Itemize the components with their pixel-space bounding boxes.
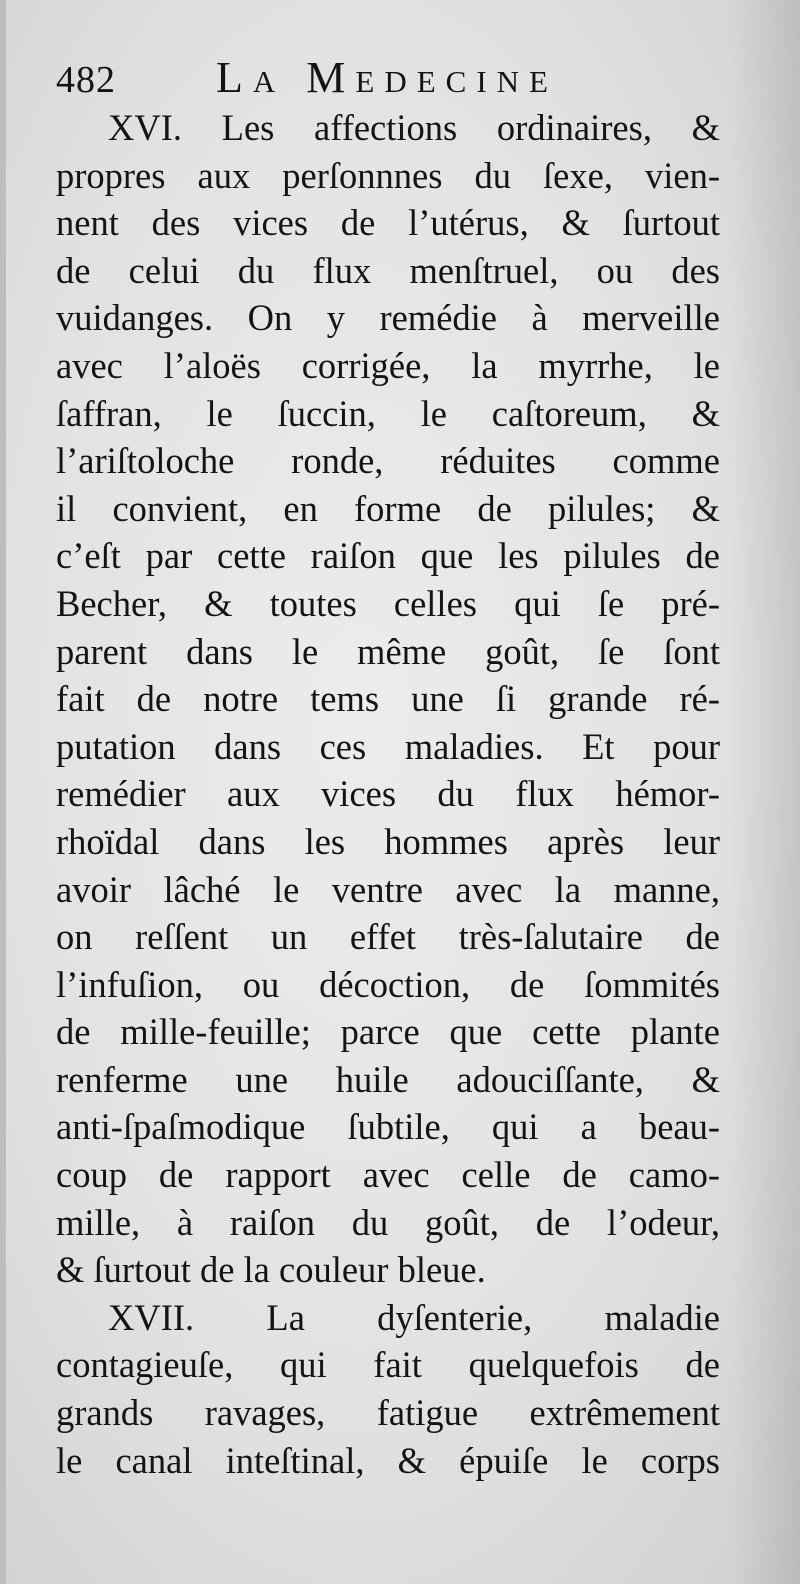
text-line: fait de notre tems une ſi grande ré- — [56, 678, 720, 720]
text-line: grands ravages, fatigue extrêmement — [56, 1392, 720, 1434]
text-line: rhoïdal dans les hommes après leur — [56, 820, 720, 862]
text-line: Becher, & toutes celles qui ſe pré- — [56, 582, 720, 624]
text-line: & ſurtout de la couleur bleue. — [56, 1249, 486, 1291]
page-left-edge — [0, 0, 6, 1584]
text-line: vuidanges. On y remédie à merveille — [56, 297, 720, 339]
text-line: XVII. La dyſenterie, maladie — [108, 1296, 720, 1338]
text-line: coup de rapport avec celle de camo- — [56, 1154, 720, 1196]
text-line: c’eſt par cette raiſon que les pilules de — [56, 535, 720, 577]
text-line: nent des vices de l’utérus, & ſurtout — [56, 202, 720, 244]
text-line: renferme une huile adouciſſante, & — [56, 1058, 720, 1100]
text-line: ſaffran, le ſuccin, le caſtoreum, & — [56, 392, 720, 434]
text-line: propres aux perſonnnes du ſexe, vien- — [56, 154, 720, 196]
text-line: de mille-feuille; parce que cette plante — [56, 1011, 720, 1053]
text-line: le canal inteſtinal, & épuiſe le corps — [56, 1439, 720, 1481]
text-line: avec l’aloës corrigée, la myrrhe, le — [56, 344, 720, 386]
text-line: contagieuſe, qui fait quelquefois de — [56, 1344, 720, 1386]
text-line: putation dans ces maladies. Et pour — [56, 725, 720, 767]
running-head — [56, 52, 736, 112]
page-gutter-shadow — [730, 0, 800, 1584]
text-line: de celui du flux menſtruel, ou des — [56, 249, 720, 291]
text-line: anti-ſpaſmodique ſubtile, qui a beau- — [56, 1106, 720, 1148]
text-line: on reſſent un effet très-ſalutaire de — [56, 916, 720, 958]
text-line: l’infuſion, ou décoction, de ſommités — [56, 963, 720, 1005]
text-block — [56, 104, 720, 1484]
text-line: avoir lâché le ventre avec la manne, — [56, 868, 720, 910]
text-line: remédier aux vices du flux hémor- — [56, 773, 720, 815]
page-number: 482 — [56, 59, 116, 101]
text-line: l’ariſtoloche ronde, réduites comme — [56, 440, 720, 482]
text-line: XVI. Les affections ordinaires, & — [108, 107, 720, 148]
text-line: il convient, en forme de pilules; & — [56, 487, 720, 529]
text-line: parent dans le même goût, ſe ſont — [56, 630, 720, 672]
text-line: mille, à raiſon du goût, de l’odeur, — [56, 1201, 720, 1243]
running-title: La Medecine — [216, 53, 558, 102]
